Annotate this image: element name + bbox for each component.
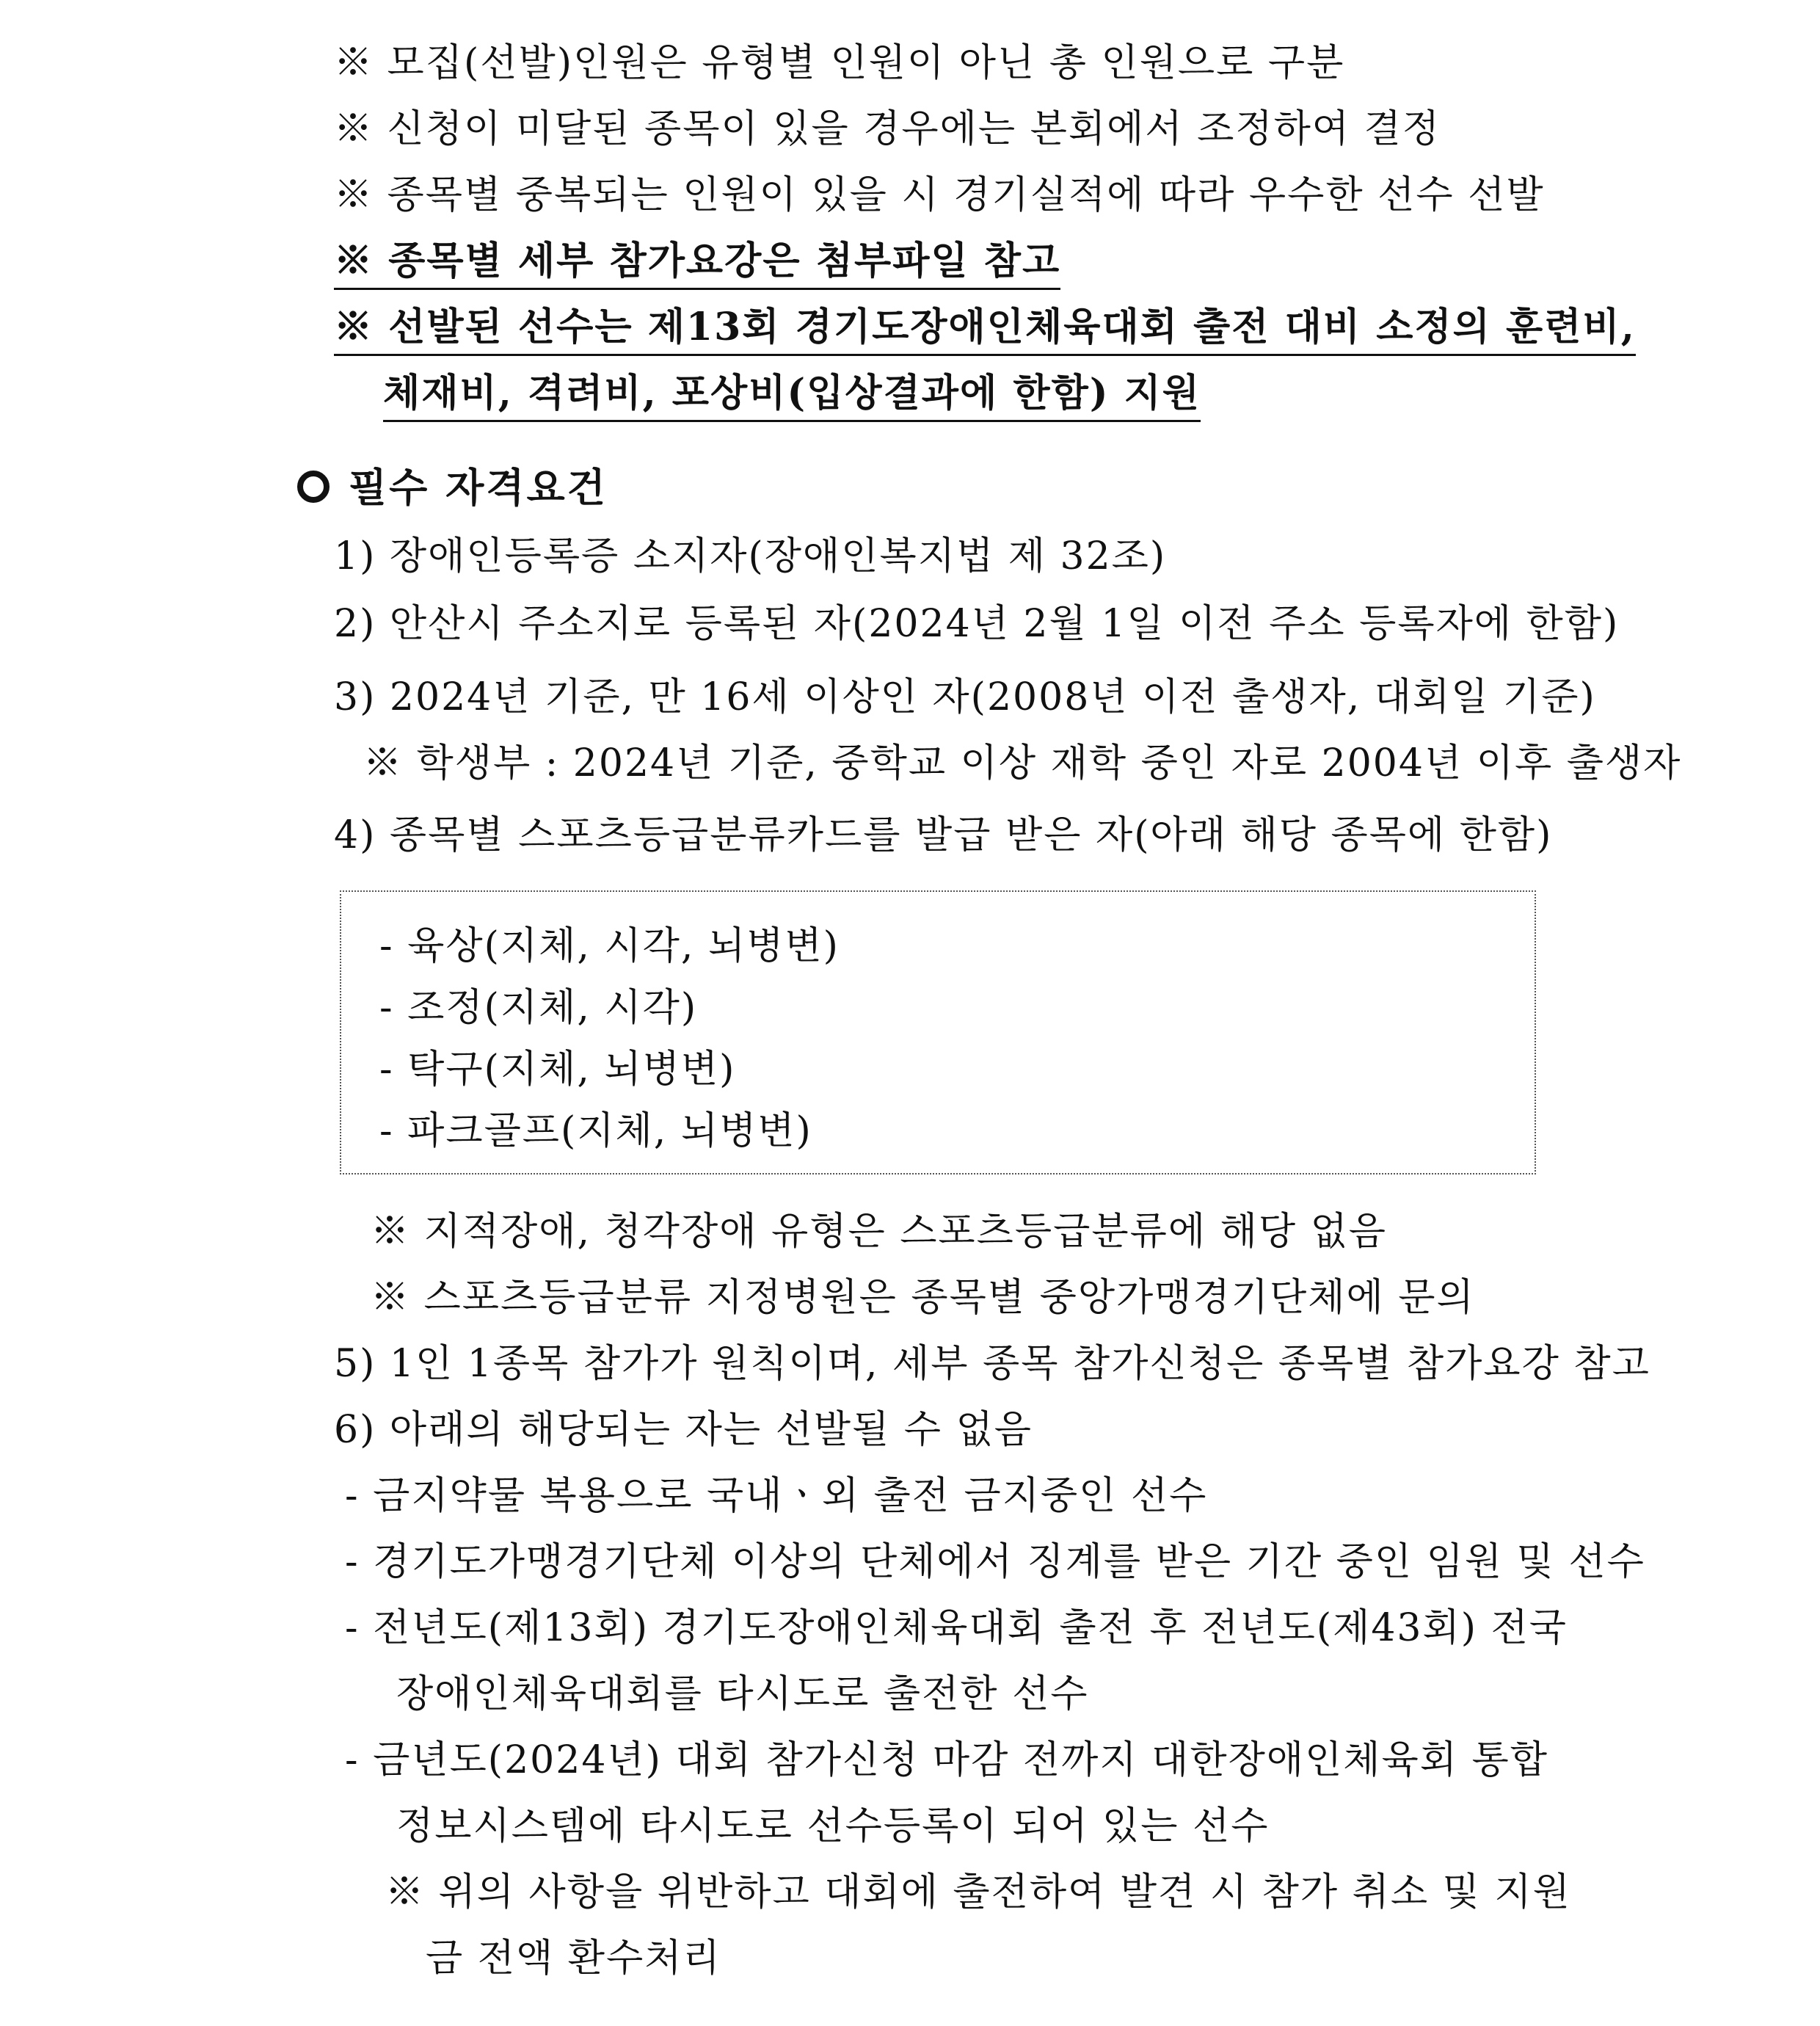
requirement-2: 2) 안산시 주소지로 등록된 자(2024년 2월 1일 이전 주소 등록자에 한함) xyxy=(334,602,1620,646)
requirement-5: 5) 1인 1종목 참가가 원칙이며, 세부 종목 참가신청은 종목별 참가요강 참고 xyxy=(334,1342,1650,1386)
sport-item-athletics: - 육상(지체, 시각, 뇌병변) xyxy=(379,924,840,968)
note-duplicate-selection: ※ 종목별 중복되는 인원이 있을 시 경기실적에 따라 우수한 선수 선발 xyxy=(334,173,1545,217)
requirement-4: 4) 종목별 스포츠등급분류카드를 발급 받은 자(아래 해당 종목에 한함) xyxy=(334,813,1553,857)
section-heading xyxy=(297,464,608,511)
requirement-4-note-1: ※ 지적장애, 청각장애 유형은 스포츠등급분류에 해당 없음 xyxy=(371,1210,1388,1254)
requirement-6: 6) 아래의 해당되는 자는 선발될 수 없음 xyxy=(334,1408,1033,1452)
note-attachment-reference-text: ※ 종목별 세부 참가요강은 첨부파일 참고 xyxy=(334,239,1060,290)
exclusion-item-3-line2: 장애인체육대회를 타시도로 출전한 선수 xyxy=(396,1672,1089,1716)
requirement-3: 3) 2024년 기준, 만 16세 이상인 자(2008년 이전 출생자, 대회일 기준) xyxy=(334,675,1596,719)
note-support-text-1: ※ 선발된 선수는 제13회 경기도장애인체육대회 출전 대비 소정의 훈련비, xyxy=(334,305,1636,356)
requirement-3-note: ※ 학생부 : 2024년 기준, 중학교 이상 재학 중인 자로 2004년 이후 출생자 xyxy=(363,741,1682,785)
sport-item-park-golf: - 파크골프(지체, 뇌병변) xyxy=(379,1109,812,1153)
note-recruitment-count: ※ 모집(선발)인원은 유형별 인원이 아닌 총 인원으로 구분 xyxy=(334,41,1345,85)
circle-bullet-icon xyxy=(297,471,330,503)
note-support-line2 xyxy=(383,370,1201,417)
violation-note-line1: ※ 위의 사항을 위반하고 대회에 출전하여 발견 시 참가 취소 및 지원 xyxy=(385,1870,1571,1914)
section-title: 필수 자격요건 xyxy=(349,464,608,511)
exclusion-item-4-line1: - 금년도(2024년) 대회 참가신청 마감 전까지 대한장애인체육회 통합 xyxy=(345,1738,1548,1782)
sports-classification-box xyxy=(340,890,1536,1174)
sport-item-table-tennis: - 탁구(지체, 뇌병변) xyxy=(379,1048,736,1092)
note-support-line1 xyxy=(334,304,1636,351)
exclusion-item-3-line1: - 전년도(제13회) 경기도장애인체육대회 출전 후 전년도(제43회) 전국 xyxy=(345,1606,1568,1650)
exclusion-item-1: - 금지약물 복용으로 국내ㆍ외 출전 금지중인 선수 xyxy=(345,1474,1208,1518)
requirement-1: 1) 장애인등록증 소지자(장애인복지법 제 32조) xyxy=(334,534,1167,578)
requirement-4-note-2: ※ 스포츠등급분류 지정병원은 종목별 중앙가맹경기단체에 문의 xyxy=(371,1276,1475,1320)
note-support-text-2: 체재비, 격려비, 포상비(입상결과에 한함) 지원 xyxy=(383,371,1201,422)
exclusion-item-2: - 경기도가맹경기단체 이상의 단체에서 징계를 받은 기간 중인 임원 및 선수 xyxy=(345,1540,1645,1584)
violation-note-line2: 금 전액 환수처리 xyxy=(426,1936,721,1980)
note-shortfall-adjustment: ※ 신청이 미달된 종목이 있을 경우에는 본회에서 조정하여 결정 xyxy=(334,107,1441,151)
sport-item-rowing: - 조정(지체, 시각) xyxy=(379,986,698,1030)
exclusion-item-4-line2: 정보시스템에 타시도로 선수등록이 되어 있는 선수 xyxy=(396,1804,1270,1848)
note-attachment-reference xyxy=(334,238,1060,285)
